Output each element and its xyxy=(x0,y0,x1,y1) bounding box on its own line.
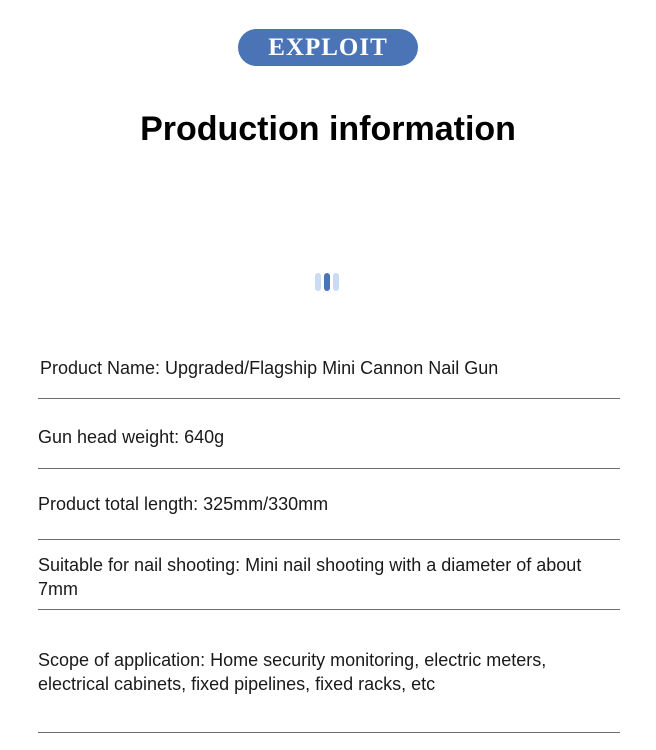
info-item-scope: Scope of application: Home security monitoring, electric meters, electrical cabinets, fixed pipelines, fixed racks, etc xyxy=(38,650,547,694)
loader-bar-active xyxy=(324,273,330,291)
page-title: Production information xyxy=(140,110,516,148)
info-item-length: Product total length: 325mm/330mm xyxy=(38,494,329,514)
loader-bar xyxy=(315,273,321,291)
loading-indicator-icon xyxy=(315,272,343,292)
brand-badge-label: EXPLOIT xyxy=(268,33,388,61)
info-item-nail-shooting: Suitable for nail shooting: Mini nail shooting with a diameter of about 7mm xyxy=(38,555,582,599)
loader-bar xyxy=(333,273,339,291)
divider xyxy=(38,468,620,469)
divider xyxy=(38,539,620,540)
divider xyxy=(38,398,620,399)
info-item-product-name: Product Name: Upgraded/Flagship Mini Cannon Nail Gun xyxy=(40,358,499,378)
brand-badge xyxy=(238,29,418,66)
divider xyxy=(38,609,620,610)
divider xyxy=(38,732,620,733)
info-item-weight: Gun head weight: 640g xyxy=(38,427,225,447)
